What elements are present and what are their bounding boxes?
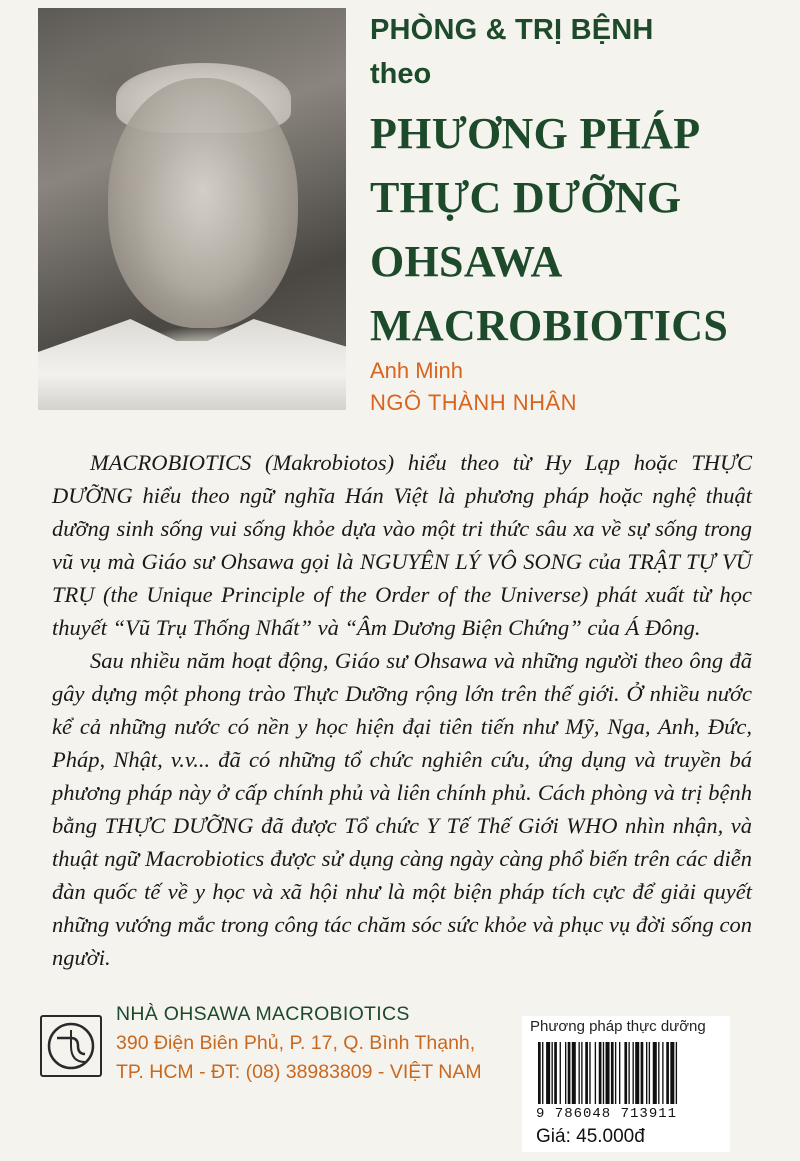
barcode-bar [649,1042,650,1104]
barcode-bar [560,1042,561,1104]
barcode-bar [628,1042,629,1104]
barcode-bar [615,1042,616,1104]
barcode-bar [606,1042,610,1104]
book-price: Giá: 45.000đ [536,1126,645,1147]
barcode-panel [522,1016,730,1152]
barcode-bars [536,1042,722,1104]
barcode-bar [568,1042,571,1104]
barcode-bar [676,1042,677,1104]
barcode-bar [619,1042,620,1104]
barcode-bar [662,1042,663,1104]
barcode-bar [611,1042,614,1104]
publisher-logo-icon [40,1015,102,1077]
publisher-address-2: TP. HCM - ĐT: (08) 38983809 - VIỆT NAM [116,1061,482,1083]
barcode-bar [554,1042,557,1104]
barcode-bar [572,1042,576,1104]
barcode-bar [646,1042,647,1104]
barcode-bar [585,1042,588,1104]
publisher-logo-mark [45,1020,97,1072]
barcode-bar [579,1042,580,1104]
author-photo [38,8,346,410]
barcode-bar [666,1042,669,1104]
barcode-bar [653,1042,657,1104]
barcode-label: Phương pháp thực dưỡng [530,1018,706,1035]
main-title-line-4: MACROBIOTICS [370,301,729,350]
barcode-bar [603,1042,604,1104]
barcode-bar [581,1042,582,1104]
main-title-line-1: PHƯƠNG PHÁP [370,109,701,158]
barcode-bar [641,1042,644,1104]
barcode-bar [565,1042,566,1104]
book-description [52,446,752,974]
publisher-address-1: 390 Điện Biên Phủ, P. 17, Q. Bình Thạnh, [116,1032,476,1054]
barcode-bar [635,1042,639,1104]
barcode-bar [595,1042,596,1104]
barcode-bar [552,1042,553,1104]
barcode-bar [542,1042,543,1104]
barcode-bar [658,1042,659,1104]
barcode-bar [589,1042,590,1104]
barcode-bar [624,1042,627,1104]
barcode-bar [670,1042,674,1104]
title-line-1: PHÒNG & TRỊ BỆNH [370,14,654,46]
main-title-line-3: OHSAWA [370,237,563,286]
author-name-1: Anh Minh [370,358,463,383]
author-name-2: NGÔ THÀNH NHÂN [370,390,578,415]
main-title-line-2: THỰC DƯỠNG [370,173,682,222]
barcode-bar [599,1042,602,1104]
photo-face [108,78,298,328]
publisher-name: NHÀ OHSAWA MACROBIOTICS [116,1003,410,1025]
barcode-bar [633,1042,634,1104]
description-paragraph-1: MACROBIOTICS (Makrobiotos) hiểu theo từ Hy Lạp hoặc THỰC DƯỠNG hiểu theo ngữ nghĩa Hán Việt là phương pháp hoặc nghệ thuật dưỡng sinh sống vui sống khỏe dựa vào một tri thức sâu xa về sự sống trong vũ vụ mà Giáo sư Ohsawa gọi là NGUYÊN LÝ VÔ SONG của TRẬT TỰ VŨ TRỤ (the Unique Principle of the Order of the Universe) phát xuất từ học thuyết “Vũ Trụ Thống Nhất” và “Âm Dương Biện Chứng” của Á Đông. [52,450,752,640]
title-line-2: theo [370,58,432,90]
barcode-isbn: 9 786048 713911 [536,1106,678,1122]
description-paragraph-2: Sau nhiều năm hoạt động, Giáo sư Ohsawa và những người theo ông đã gây dựng một phong trào Thực Dưỡng rộng lớn trên thế giới. Ở nhiều nước kể cả những nước có nền y học hiện đại tiên tiến như Mỹ, Nga, Anh, Đức, Pháp, Nhật, v.v... đã có những tổ chức nghiên cứu, ứng dụng và truyền bá phương pháp này ở cấp chính phủ và liên chính phủ. Cách phòng và trị bệnh bằng THỰC DƯỠNG đã được Tổ chức Y Tế Thế Giới WHO nhìn nhận, và thuật ngữ Macrobiotics được sử dụng càng ngày càng phổ biến trên các diễn đàn quốc tế về y học và xã hội như là một biện pháp tích cực để giải quyết những vướng mắc trong công tác chăm sóc sức khỏe và phục vụ đời sống con người. [52,648,752,970]
barcode-bar [538,1042,541,1104]
barcode-bar [546,1042,550,1104]
